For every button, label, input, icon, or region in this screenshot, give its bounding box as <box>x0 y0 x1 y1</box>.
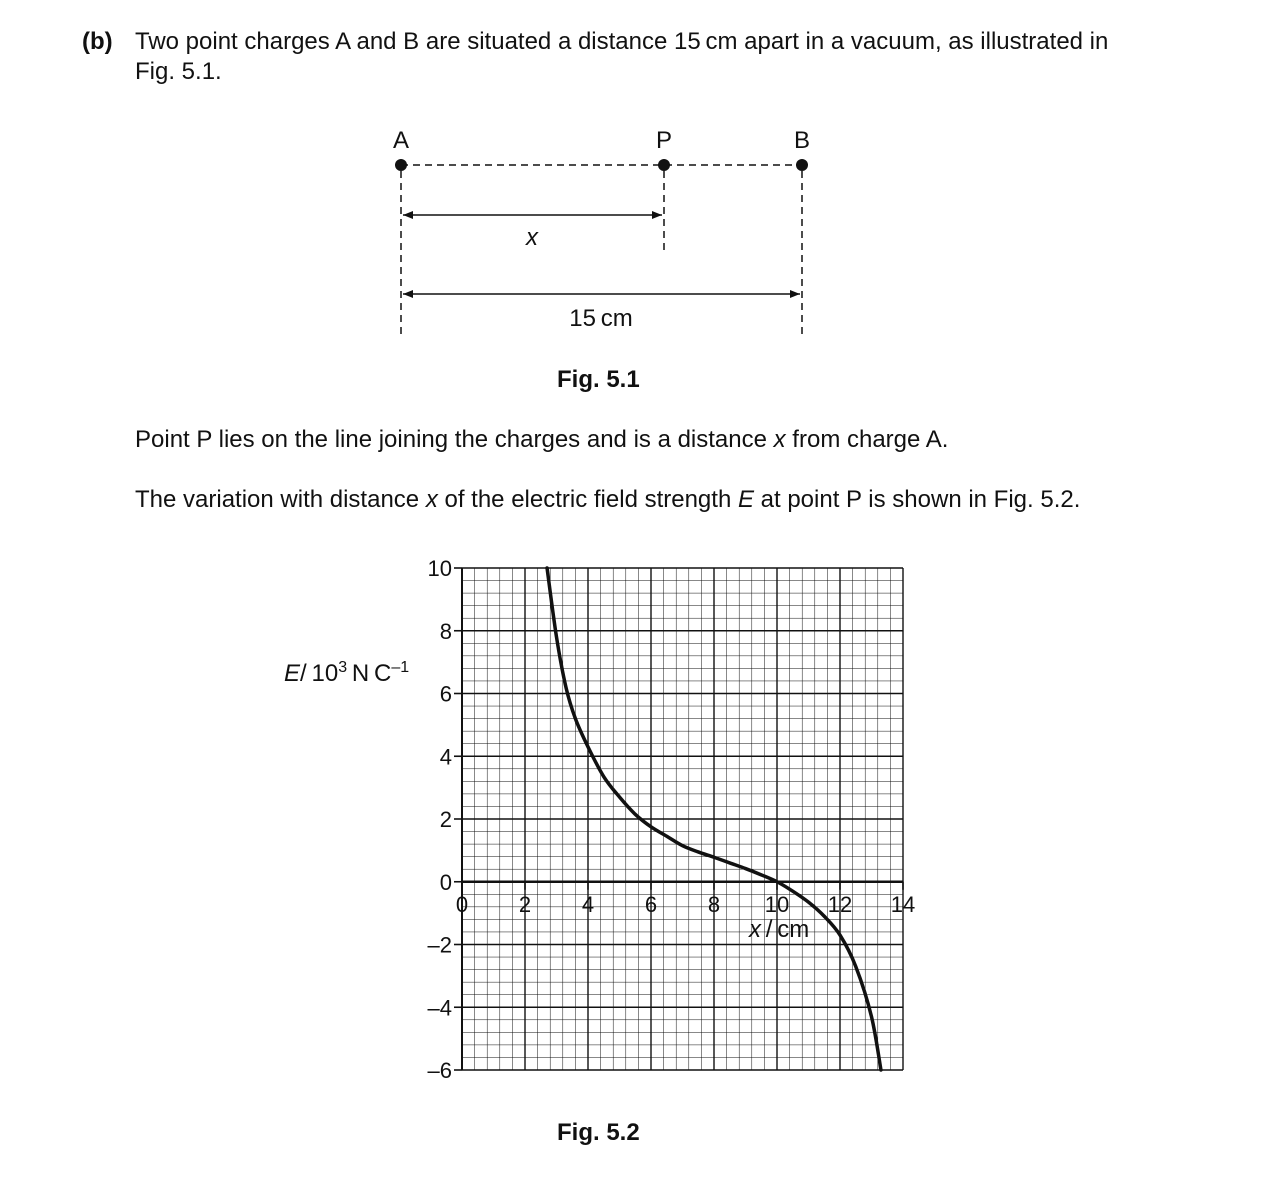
paragraph-variation <box>135 485 1080 515</box>
y-axis-var: E <box>284 660 301 687</box>
y-tick-labels <box>428 556 452 1083</box>
x-axis-var: x <box>749 916 761 943</box>
fig-5-1-diagram <box>0 0 1267 400</box>
charge-b-label: B <box>793 127 811 154</box>
x-tick-label: 4 <box>581 891 595 917</box>
x-dimension-label: x <box>526 224 538 251</box>
y-axis-label <box>284 659 409 687</box>
x-tick-label: 6 <box>644 891 658 917</box>
y-axis-unit2: N C <box>347 660 392 687</box>
x-tick-labels <box>456 892 915 917</box>
para1-post: from charge A. <box>785 426 949 453</box>
para2-a: The variation with distance <box>135 486 426 513</box>
y-tick-label: 6 <box>439 681 452 707</box>
para1-var-x: x <box>773 426 786 453</box>
graph-grid <box>462 568 903 1070</box>
para2-b: of the electric field strength <box>437 486 738 513</box>
fig-5-2-graph <box>0 540 1267 1100</box>
fig-5-1-caption: Fig. 5.1 <box>557 366 640 393</box>
point-p-dot <box>658 159 670 171</box>
x-tick-label: 2 <box>518 891 532 917</box>
y-tick-label: 2 <box>439 807 452 832</box>
y-axis-exp2: –1 <box>391 659 410 676</box>
y-tick-label: 0 <box>439 869 452 895</box>
x-tick-label: 8 <box>707 891 721 917</box>
y-tick-label: –4 <box>427 995 452 1021</box>
x-tick-label: 12 <box>827 891 853 917</box>
x-tick-label: 14 <box>890 891 916 917</box>
y-axis-exp: 3 <box>338 659 348 676</box>
x-axis-unit: / cm <box>761 916 810 943</box>
para2-var-x: x <box>425 486 438 513</box>
charge-a-dot <box>395 159 407 171</box>
distance-label: 15 cm <box>569 305 633 332</box>
x-tick-label: 10 <box>764 891 790 917</box>
intro-line-1: Two point charges A and B are situated a distance 15 cm apart in a vacuum, as illustrated in <box>135 28 1109 55</box>
y-tick-label: 10 <box>427 556 452 581</box>
para2-c: at point P is shown in Fig. 5.2. <box>753 486 1081 513</box>
para2-var-e: E <box>737 486 754 513</box>
y-axis-unit: / 10 <box>300 660 339 687</box>
para1-pre: Point P lies on the line joining the charges and is a distance <box>135 426 774 453</box>
intro-line-2: Fig. 5.1. <box>135 58 222 85</box>
x-tick-label: 0 <box>455 891 469 917</box>
charge-b-dot <box>796 159 808 171</box>
point-p-label: P <box>655 127 673 154</box>
fig-5-2-caption: Fig. 5.2 <box>557 1119 640 1146</box>
paragraph-point-p <box>135 425 948 455</box>
y-tick-label: –6 <box>427 1058 452 1083</box>
part-label: (b) <box>82 28 113 55</box>
y-tick-label: –2 <box>427 932 452 958</box>
x-axis-label <box>748 916 809 943</box>
y-tick-label: 8 <box>439 618 452 644</box>
y-tick-label: 4 <box>439 744 452 770</box>
charge-a-label: A <box>392 127 410 154</box>
